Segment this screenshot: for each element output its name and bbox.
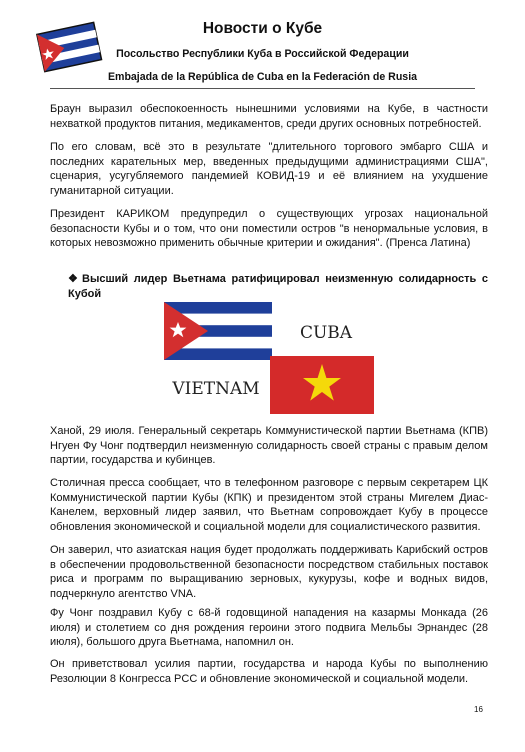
cuba-label: CUBA — [299, 323, 353, 343]
embassy-name-es: Embajada de la República de Cuba en la Federación de Rusia — [107, 71, 418, 83]
headline-text: Высший лидер Вьетнама ратифицировал неизменную солидарность с Кубой — [68, 273, 488, 300]
paragraph: Ханой, 29 июля. Генеральный секретарь Коммунистической партии Вьетнама (КПВ) Нгуен Фу Чонг подтвердил неизменную солидарность своей страны с правым делом партии, государства и кубинцев. — [50, 425, 488, 466]
page-title: Новости о Кубе — [202, 20, 323, 37]
diamond-bullet-icon: ❖ — [68, 273, 78, 285]
paragraph: Браун выразил обеспокоенность нынешними условиями на Кубе, в частности нехваткой продуктов питания, медикаментов, среди других основных потребностей. — [50, 103, 488, 130]
paragraph: Столичная пресса сообщает, что в телефонном разговоре с первым секретарем ЦК Коммунистической партии Кубы (КПК) и президентом этой страны Мигелем Диас-Канелем, верховный лидер заявил, что Вьетнам сопровождает Кубу в процессе обновления экономической и социальной модели для социалистического развития. — [50, 477, 488, 533]
paragraph: Он приветствовал усилия партии, государства и народа Кубы по выполнению Резолюции 8 Конгресса PCC и обновление экономической и социальной модели. — [50, 658, 488, 685]
cuba-vietnam-flags-image — [164, 302, 374, 414]
header-divider — [50, 88, 475, 89]
paragraph: Президент КАРИКОМ предупредил о существующих угрозах национальной безопасности Кубы и о том, что они поместили остров "в ненормальные условия, в которых невозможно применить обычные критерии и ожидания". (Пренса Латина) — [50, 208, 488, 249]
paragraph: По его словам, всё это в результате "длительного торгового эмбарго США и последних карательных мер, введенных предыдущими администрациями США", сценария, усугубляемого пандемией КОВИД-19 и её влиянием на ухудшение гуманитарной ситуации. — [50, 141, 488, 197]
page-number: 16 — [474, 705, 483, 714]
vietnam-flag — [270, 356, 374, 414]
embassy-name-ru: Посольство Республики Куба в Российской Федерации — [116, 48, 409, 60]
article-headline — [68, 272, 488, 302]
paragraph: Он заверил, что азиатская нация будет продолжать поддерживать Карибский остров в обеспечении продовольственной безопасности посредством стабильных поставок риса и программ по выращиванию зерновых, кукурузы, кофе и водных видов, подчеркнуло агентство VNA. — [50, 544, 488, 600]
vietnam-label: VIETNAM — [172, 379, 260, 399]
cuba-flag — [164, 302, 272, 360]
paragraph: Фу Чонг поздравил Кубу с 68-й годовщиной нападения на казармы Монкада (26 июля) и столетием со дня рождения героини этого подвига Мельбы Эрнандес (28 июля), большого друга Вьетнама, напомнил он. — [50, 607, 488, 648]
